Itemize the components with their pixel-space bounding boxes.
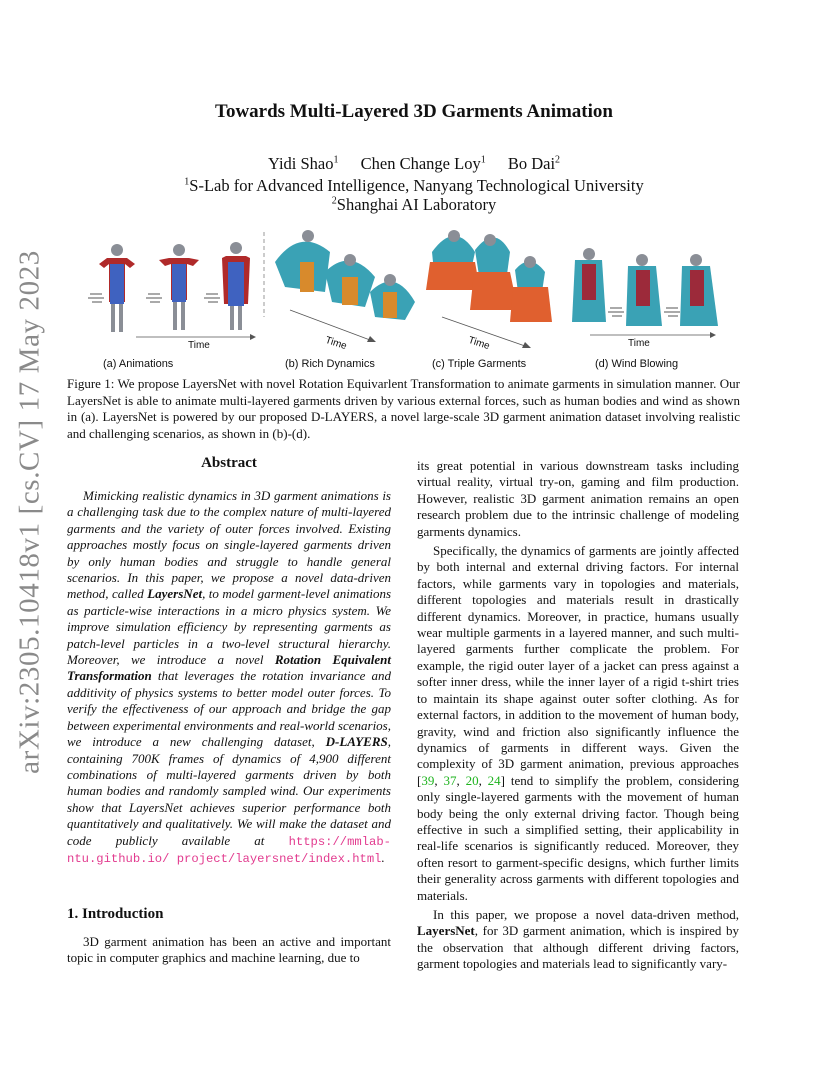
author: Chen Change Loy$^1$	[360, 154, 486, 173]
author: Bo Dai$^2$	[507, 154, 561, 173]
section-heading: 1. Introduction	[67, 906, 164, 922]
citation-link[interactable]: 37	[443, 772, 457, 788]
figure-d-people	[572, 248, 718, 338]
citation-link[interactable]: 24	[487, 772, 501, 788]
paragraph: In this paper, we propose a novel data-driven method, LayersNet, for 3D garment animation, which is inspired by the observation that although different driving factors, garment topologies and materials lead to significantly vary-	[417, 906, 739, 972]
author: Yidi Shao$^1$	[267, 154, 339, 173]
author-list	[0, 154, 828, 174]
intro-paragraph: 3D garment animation has been an active and important topic in computer graphics and machine learning, due to	[67, 934, 391, 966]
figure-b-people	[275, 230, 415, 342]
time-label: Time	[466, 334, 492, 353]
figure-illustration	[70, 222, 750, 372]
time-label: Time	[323, 334, 349, 353]
citation-link[interactable]: 20	[465, 772, 479, 788]
teaser-figure	[70, 222, 750, 372]
project-link[interactable]: https://mmlab-ntu.github.io/ project/layersnet/index.html	[67, 834, 391, 866]
affiliation: $^1$S-Lab for Advanced Intelligence, Nanyang Technological University	[184, 176, 644, 195]
figure-c-people	[426, 230, 552, 348]
arxiv-id: arXiv:2305.10418v1 [cs.CV] 17 May 2023	[13, 250, 46, 774]
panel-caption-b: (b) Rich Dynamics	[285, 358, 375, 370]
time-label: Time	[628, 338, 650, 349]
citation-link[interactable]: 39	[421, 772, 435, 788]
right-column	[417, 458, 739, 973]
figure-a-people	[88, 242, 256, 340]
arxiv-stamp	[8, 250, 52, 774]
time-label: Time	[188, 340, 210, 351]
paragraph: its great potential in various downstream tasks including virtual reality, virtual try-on, gaming and film production. However, realistic 3D garment animation remains an open research problem due to the intrinsic challenge of modeling garments dynamics.	[417, 458, 739, 539]
paper-title: Towards Multi-Layered 3D Garments Animation	[215, 101, 613, 122]
panel-caption-d: (d) Wind Blowing	[595, 358, 679, 370]
abstract-heading: Abstract	[201, 455, 257, 471]
paragraph: Specifically, the dynamics of garments are jointly affected by both internal and external driving factors. For internal factors, while garments vary in topologies and materials, different topologies and materials result in drastically different dynamics. Moreover, in practice, humans usually wear multiple garments in a layered manner, and such multi-layered garments further complicate the problem. For example, the rigid outer layer of a jacket can press against a softer inner dress, while the inner layer of a rigid t-shirt tries to maintain its shape against outer softer clothing. As for external factors, in addition to the movement of human body, gravity, wind and friction also significantly influence the dynamics of garments in different ways. Given the complexity of 3D garment animation, previous approaches [39, 37, 20, 24] tend to simplify the problem, considering only single-layered garments with the movement of human body being the only external driving factor. Though being effective in such a simplified setting, their applicability in real-life scenarios is significantly reduced. Moreover, they often resort to garment-specific designs, which further limits their generality across garments with different topologies and materials.	[417, 543, 740, 903]
figure-caption: Figure 1: We propose LayersNet with novel Rotation Equivarlent Transformation to animate garments in simulation manner. Our LayersNet is able to animate multi-layered garments driven by various external forces, such as human bodies and wind as shown in (a). LayersNet is powered by our proposed D-LAYERS, a novel large-scale 3D garment animation dataset involving realistic and challenging scenarios, as shown in (b)-(d).	[67, 376, 740, 441]
affiliation: $^2$Shanghai AI Laboratory	[331, 195, 497, 214]
abstract-body: Mimicking realistic dynamics in 3D garment animations is a challenging task due to the complex nature of multi-layered garments and the variety of outer forces involved. Existing approaches mostly focus on single-layered garments driven by only human bodies and struggle to handle general scenarios. In this paper, we propose a novel data-driven method, called LayersNet, to model garment-level animations as particle-wise interactions in a micro physics system. We improve simulation efficiency by representing garments as patch-level particles in a two-level structural hierarchy. Moreover, we introduce a novel Rotation Equivalent Transformation that leverages the rotation invariance and additivity of physics systems to better model outer forces. To verify the effectiveness of our approach and bridge the gap between experimental environments and real-world scenarios, we introduce a new challenging dataset, D-LAYERS, containing 700K frames of dynamics of 4,900 different combinations of multi-layered garments driven by both human bodies and randomly sampled wind. Our experiments show that LayersNet achieves superior performance both quantitatively and qualitatively. We will make the dataset and code publicly available at https://mmlab-ntu.github.io/ project/layersnet/index.html.	[67, 488, 391, 866]
panel-caption-c: (c) Triple Garments	[432, 358, 527, 370]
panel-caption-a: (a) Animations	[103, 358, 174, 370]
